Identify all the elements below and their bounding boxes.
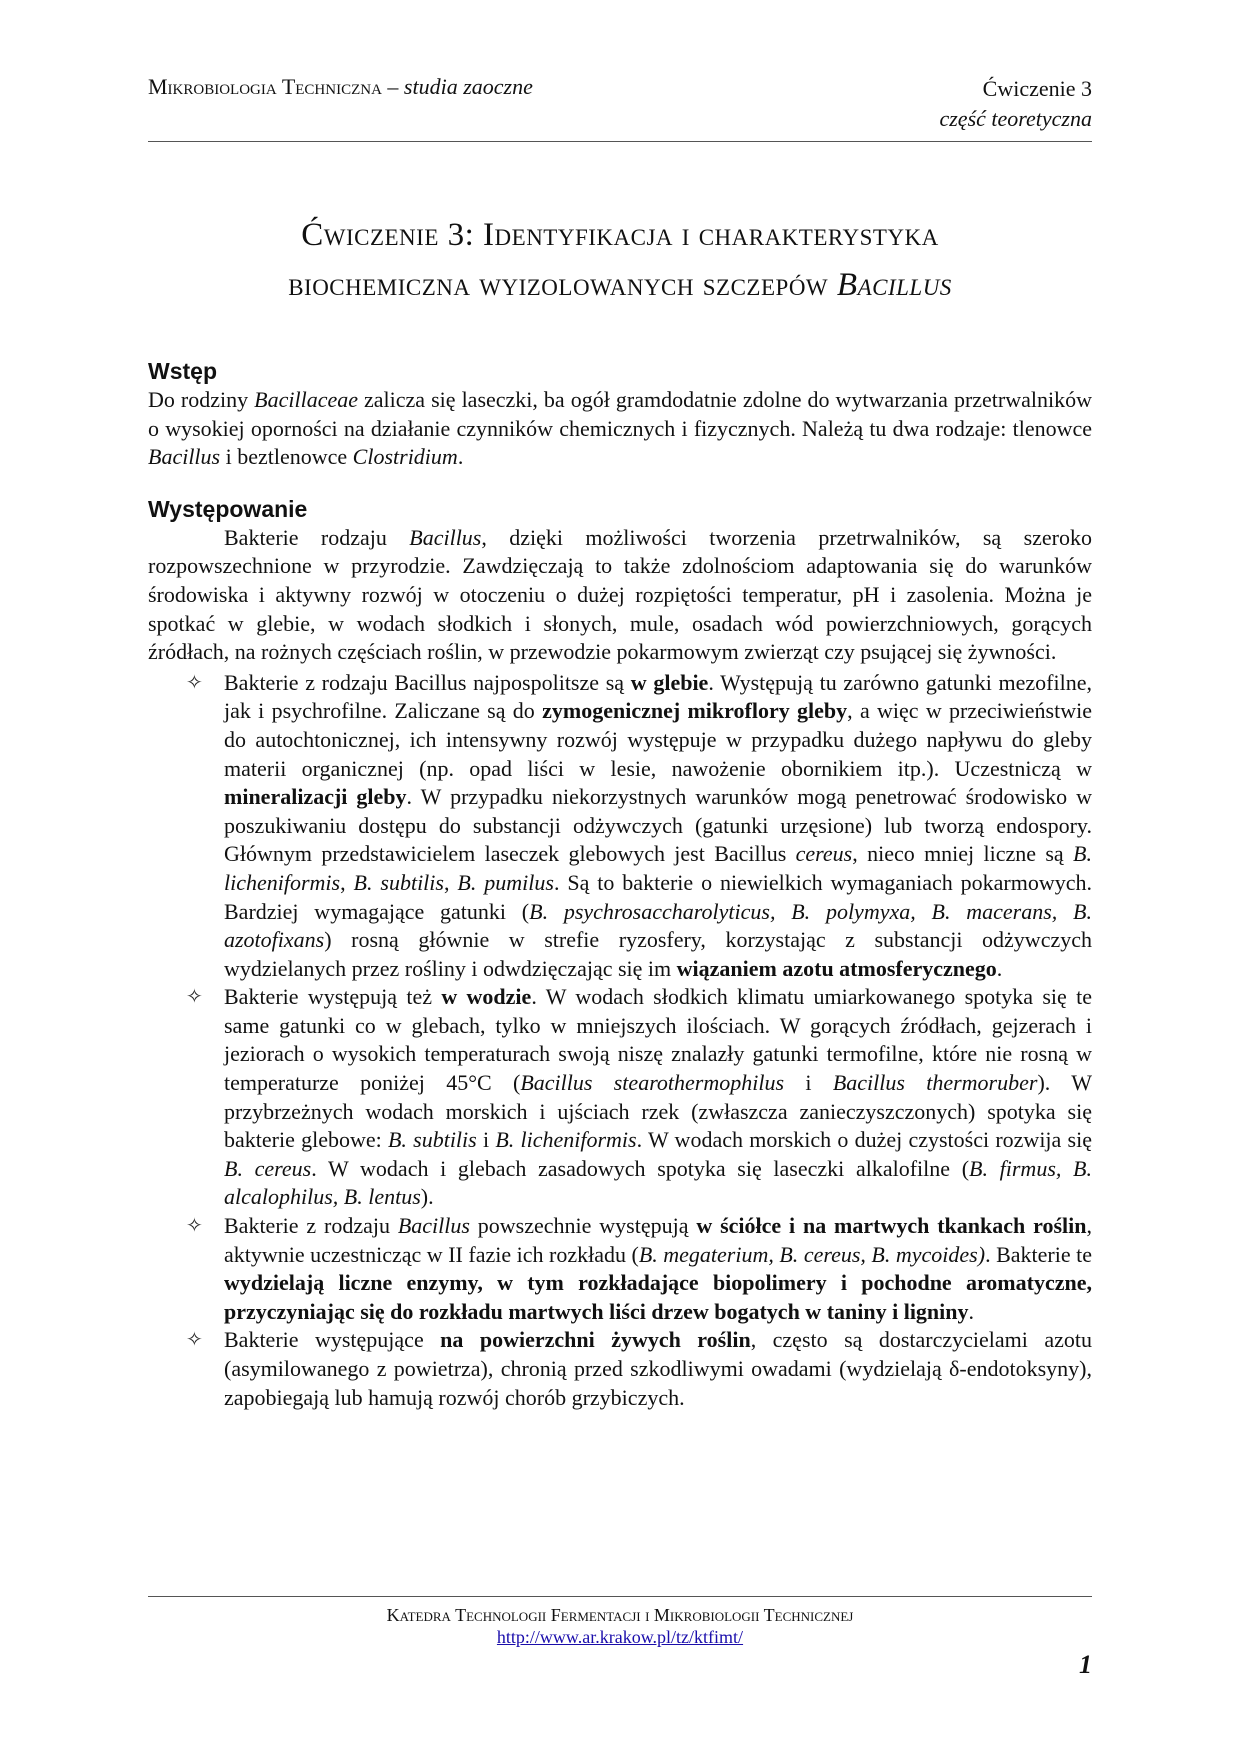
section-heading-wstep: Wstęp <box>148 358 217 384</box>
text: . <box>968 1298 975 1324</box>
bold-term: mineralizacji gleby <box>224 784 407 810</box>
bold-term: zymogenicznej mikroflory gleby <box>542 698 848 724</box>
text: Do rodziny <box>148 387 255 412</box>
italic-term: cereus <box>795 841 853 867</box>
main-content <box>148 356 1092 1412</box>
page-title <box>148 210 1092 310</box>
list-item <box>148 1212 1092 1326</box>
text: . <box>996 955 1003 981</box>
department-link[interactable]: http://www.ar.krakow.pl/tz/ktfimt/ <box>496 1627 744 1647</box>
footer-rule <box>148 1596 1092 1597</box>
text: , dzięki możliwości tworzenia przetrwalników, są szeroko rozpowszechnione w przyrodzie. Zawdzięczają to także zdolnościom adaptowania się do warunków środowiska i aktywny rozwój w otoczeniu o dużej rozpiętości temperatur, pH i zasolenia. Można je spotkać w glebie, w wodach słodkich i słonych, mule, osadach wód powierzchniowych, gorących źródłach, na rożnych częściach roślin, w przewodzie pokarmowym zwierząt czy psującej się żywności. <box>148 524 1092 665</box>
italic-term: B. licheniformis <box>224 841 1092 895</box>
text: , aktywnie uczestnicząc w II fazie ich rozkładu ( <box>224 1213 1092 1267</box>
text: . W przypadku niekorzystnych warunków mogą penetrować środowisko w poszukiwaniu dostępu do substancji odżywczych (gatunki urzęsione) lub tworzą endospory. Głównym przedstawicielem laseczek glebowych jest Bacillus <box>224 784 1092 867</box>
text: Bakterie z rodzaju <box>224 1213 398 1239</box>
italic-term: Bacillus <box>397 1213 470 1239</box>
course-title: Mikrobiologia Techniczna <box>148 74 382 99</box>
italic-term: Bacillaceae <box>254 387 358 412</box>
department-name: Katedra Technologii Fermentacji i Mikrobiologii Technicznej <box>386 1605 854 1625</box>
page-number: 1 <box>1079 1650 1092 1679</box>
header-rule <box>148 141 1092 142</box>
running-header-right <box>939 74 1092 134</box>
text: ). <box>420 1184 434 1210</box>
italic-term: Bacillus <box>409 524 482 550</box>
italic-term: B. licheniformis <box>495 1127 637 1153</box>
paragraph-wystepowanie <box>148 524 1092 667</box>
text: , <box>340 869 354 895</box>
italic-term: B. cereus <box>224 1155 312 1181</box>
bold-term: wiązaniem azotu atmosferycznego <box>676 955 997 981</box>
text: zalicza się laseczki, ba ogół gramdodatnie zdolne do wytwarzania przetrwalników o wysokiej oporności na działanie czynników chemicznych i fizycznych. Należą tu dwa rodzaje: tlenowce <box>148 387 1093 441</box>
header-separator: – <box>381 74 404 99</box>
course-mode: studia zaoczne <box>403 74 533 99</box>
text: . W wodach morskich o dużej czystości rozwija się <box>636 1127 1092 1153</box>
text: Bakterie występujące <box>224 1327 441 1353</box>
exercise-part: część teoretyczna <box>939 106 1092 131</box>
italic-term: B. firmus, B. alcalophilus, B. lentus <box>224 1155 1092 1210</box>
text: i beztlenowce <box>220 444 353 470</box>
four-point-star-icon: ✧ <box>186 986 203 1009</box>
text: ). W przybrzeżnych wodach morskich i ujściach rzek (zwłaszcza zanieczyszczonych) spotyka się bakterie glebowe: <box>224 1070 1092 1153</box>
title-line-2 <box>148 260 1092 310</box>
list-item <box>148 983 1092 1212</box>
italic-term: B. psychrosaccharolyticus, B. polymyxa, B. macerans, B. azotofixans <box>224 898 1092 953</box>
bold-term: w glebie <box>630 669 709 695</box>
italic-term: Bacillus stearothermophilus <box>520 1070 785 1096</box>
list-item <box>148 1326 1092 1412</box>
text: . Są to bakterie o niewielkich wymaganiach pokarmowych. Bardziej wymagające gatunki ( <box>224 869 1092 924</box>
title-line-2-text: biochemiczna wyizolowanych szczepów <box>288 267 837 303</box>
list-item <box>148 669 1092 984</box>
bold-term: wydzielają liczne enzymy, w tym rozkładające biopolimery i pochodne aromatyczne, przyczyniając się do rozkładu martwych liści drzew bogatych w taniny i ligniny <box>224 1270 1092 1324</box>
text: Bakterie z rodzaju Bacillus najpospolitsze są <box>224 669 631 695</box>
four-point-star-icon: ✧ <box>186 1215 203 1238</box>
text: , nieco mniej liczne są <box>852 841 1074 867</box>
title-genus: Bacillus <box>836 267 952 303</box>
section-heading-wystepowanie: Występowanie <box>148 495 308 522</box>
running-header-left <box>148 74 533 100</box>
text: . Bakterie te <box>985 1241 1092 1267</box>
italic-term: B. pumilus <box>457 869 554 895</box>
four-point-star-icon: ✧ <box>186 671 203 694</box>
four-point-star-icon: ✧ <box>186 1329 203 1352</box>
text: , często są dostarczycielami azotu (asymilowanego z powietrza), chronią przed szkodliwymi owadami (wydzielają δ-endotoksyny), zapobiegają lub hamują rozwój chorób grzybiczych. <box>224 1327 1092 1410</box>
bold-term: w ściółce i na martwych tkankach roślin <box>696 1213 1087 1239</box>
text: . W wodach słodkich klimatu umiarkowanego spotyka się te same gatunki co w glebach, tylko w mniejszych ilościach. W gorących źródłach, gejzerach i jeziorach o wysokich temperaturach swoją niszę znalazły gatunki termofilne, które nie rosną w temperaturze poniżej 45°C ( <box>224 984 1093 1096</box>
text: , <box>443 869 458 895</box>
text: , a więc w przeciwieństwie do autochtonicznej, ich intensywny rozwój występuje w przypadku dużego napływu do gleby materii organicznej (np. opad liści w lesie, nawożenie obornikiem itp.). Uczestniczą w <box>224 698 1092 781</box>
text: powszechnie występują <box>469 1213 697 1239</box>
text: i <box>476 1127 496 1153</box>
text: i <box>784 1070 833 1096</box>
bold-term: na powierzchni żywych roślin <box>440 1327 751 1353</box>
exercise-number: Ćwiczenie 3 <box>982 76 1092 101</box>
text: ) rosną głównie w strefie ryzosfery, korzystając z substancji odżywczych wydzielanych przez rośliny i odwdzięczając się im <box>224 927 1092 981</box>
text: Bakterie występują też <box>224 984 442 1010</box>
page-footer <box>148 1604 1092 1650</box>
title-line-1: Ćwiczenie 3: Identyfikacja i charakterystyka <box>301 217 939 253</box>
bullet-list <box>148 669 1092 1412</box>
italic-term: Bacillus thermoruber <box>832 1070 1038 1096</box>
text: Bakterie rodzaju <box>224 524 410 550</box>
italic-term: Bacillus <box>148 444 221 470</box>
italic-term: Clostridium <box>352 444 458 470</box>
italic-term: B. megaterium, B. cereus, B. mycoides) <box>638 1241 986 1267</box>
italic-term: B. subtilis <box>387 1127 477 1153</box>
text: . Występują tu zarówno gatunki mezofilne, jak i psychrofilne. Zaliczane są do <box>224 669 1092 724</box>
italic-term: B. subtilis <box>353 869 444 895</box>
text: . <box>457 444 464 470</box>
paragraph-wstep <box>148 386 1092 472</box>
bold-term: w wodzie <box>441 984 532 1010</box>
text: . W wodach i glebach zasadowych spotyka się laseczki alkalofilne ( <box>311 1155 970 1181</box>
